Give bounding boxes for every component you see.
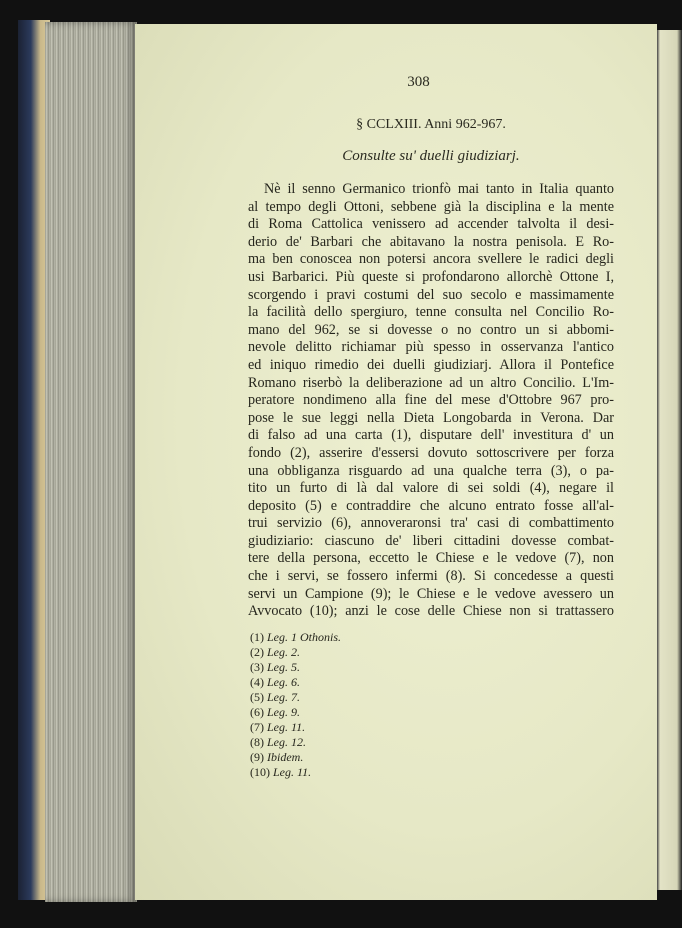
text-line: ed iniquo rimedio dei duelli giudiziarj. Allora il Pontefice	[248, 356, 614, 373]
footnote-text: Leg. 7.	[267, 690, 300, 704]
footnote-mark: (5)	[250, 690, 264, 704]
text-line: nevole delitto richiamar più spesso in osservanza l'antico	[248, 339, 614, 356]
footnote-text: Leg. 5.	[267, 660, 300, 674]
text-line: scorgendo i pravi costumi del suo secolo e massimamente	[248, 286, 614, 303]
facing-page-edge	[657, 30, 682, 890]
text-line: Avvocato (10); anzi le cose delle Chiese non si trattassero	[248, 603, 614, 620]
footnote-text: Leg. 6.	[267, 675, 300, 689]
text-line: Romano riserbò la deliberazione ad un altro Concilio. L'Im-	[248, 374, 614, 391]
text-line: usi Barbarici. Più queste si profondarono allorchè Ottone I,	[248, 268, 614, 285]
text-line: mano del 962, se si dovesse o no contro un si abbomi-	[248, 321, 614, 338]
footnote	[250, 750, 341, 765]
footnote	[250, 765, 341, 780]
footnote	[250, 735, 341, 750]
footnote-mark: (6)	[250, 705, 264, 719]
text-line: di Roma Cattolica venissero ad accender talvolta il desi-	[248, 216, 614, 233]
body-text	[248, 181, 614, 621]
footnote-text: Leg. 2.	[267, 645, 300, 659]
page-stack-edge	[45, 22, 137, 902]
text-line: ma ben conoscea non potersi ancora svellere le radici degli	[248, 251, 614, 268]
footnote	[250, 705, 341, 720]
footnote	[250, 720, 341, 735]
text-line: giudiziario: ciascuno de' liberi cittadini dovesse combat-	[248, 532, 614, 549]
footnotes	[250, 630, 341, 780]
footnote-mark: (8)	[250, 735, 264, 749]
footnote	[250, 690, 341, 705]
footnote-text: Leg. 9.	[267, 705, 300, 719]
footnote-text: Leg. 11.	[273, 765, 312, 779]
text-line: una obbliganza risguardo ad una qualche terra (3), o pa-	[248, 462, 614, 479]
footnote-text: Leg. 11.	[267, 720, 306, 734]
text-line: derio de' Barbari che abitavano la nostra penisola. E Ro-	[248, 233, 614, 250]
footnote-text: Leg. 1 Othonis.	[267, 630, 342, 644]
text-line: che i servi, se fossero infermi (8). Si concedesse a questi	[248, 568, 614, 585]
footnote-mark: (4)	[250, 675, 264, 689]
text-line: tere della persona, eccetto le Chiese e le vedove (7), non	[248, 550, 614, 567]
text-line: pose le sue leggi nella Dieta Longobarda in Verona. Dar	[248, 409, 614, 426]
page-number: 308	[407, 74, 430, 90]
text-line: deposito (5) e contraddire che alcuno entrato fosse all'al-	[248, 497, 614, 514]
footnote	[250, 660, 341, 675]
footnote	[250, 630, 341, 645]
text-line: Nè il senno Germanico trionfò mai tanto in Italia quanto	[264, 181, 614, 197]
footnote-mark: (7)	[250, 720, 264, 734]
footnote-text: Ibidem.	[267, 750, 304, 764]
text-line: la facilità dello spergiuro, tenne consulta nel Concilio Ro-	[248, 304, 614, 321]
footnote-mark: (10)	[250, 765, 270, 779]
footnote-mark: (3)	[250, 660, 264, 674]
book-page	[135, 24, 657, 900]
text-line: al tempo degli Ottoni, sebbene già la disciplina e la mente	[248, 198, 614, 215]
text-line: peratore nondimeno alla fine del mese d'Ottobre 967 pro-	[248, 392, 614, 409]
text-line: fondo (2), asserire d'essersi dovuto sottoscrivere per forza	[248, 444, 614, 461]
text-line: trui servizio (6), annoveraronsi tra' casi di combattimento	[248, 515, 614, 532]
footnote-mark: (1)	[250, 630, 264, 644]
footnote-text: Leg. 12.	[267, 735, 306, 749]
text-line: servi un Campione (9); le Chiese e le vedove avessero un	[248, 585, 614, 602]
text-line: di falso ad una carta (1), disputare dell' investitura d' un	[248, 427, 614, 444]
section-heading: § CCLXIII. Anni 962-967.	[356, 117, 506, 132]
section-subtitle: Consulte su' duelli giudiziarj.	[342, 148, 520, 164]
footnote-mark: (9)	[250, 750, 264, 764]
footnote-mark: (2)	[250, 645, 264, 659]
footnote	[250, 645, 341, 660]
text-line: tito un furto di là dal valore di sei soldi (4), negare il	[248, 480, 614, 497]
footnote	[250, 675, 341, 690]
